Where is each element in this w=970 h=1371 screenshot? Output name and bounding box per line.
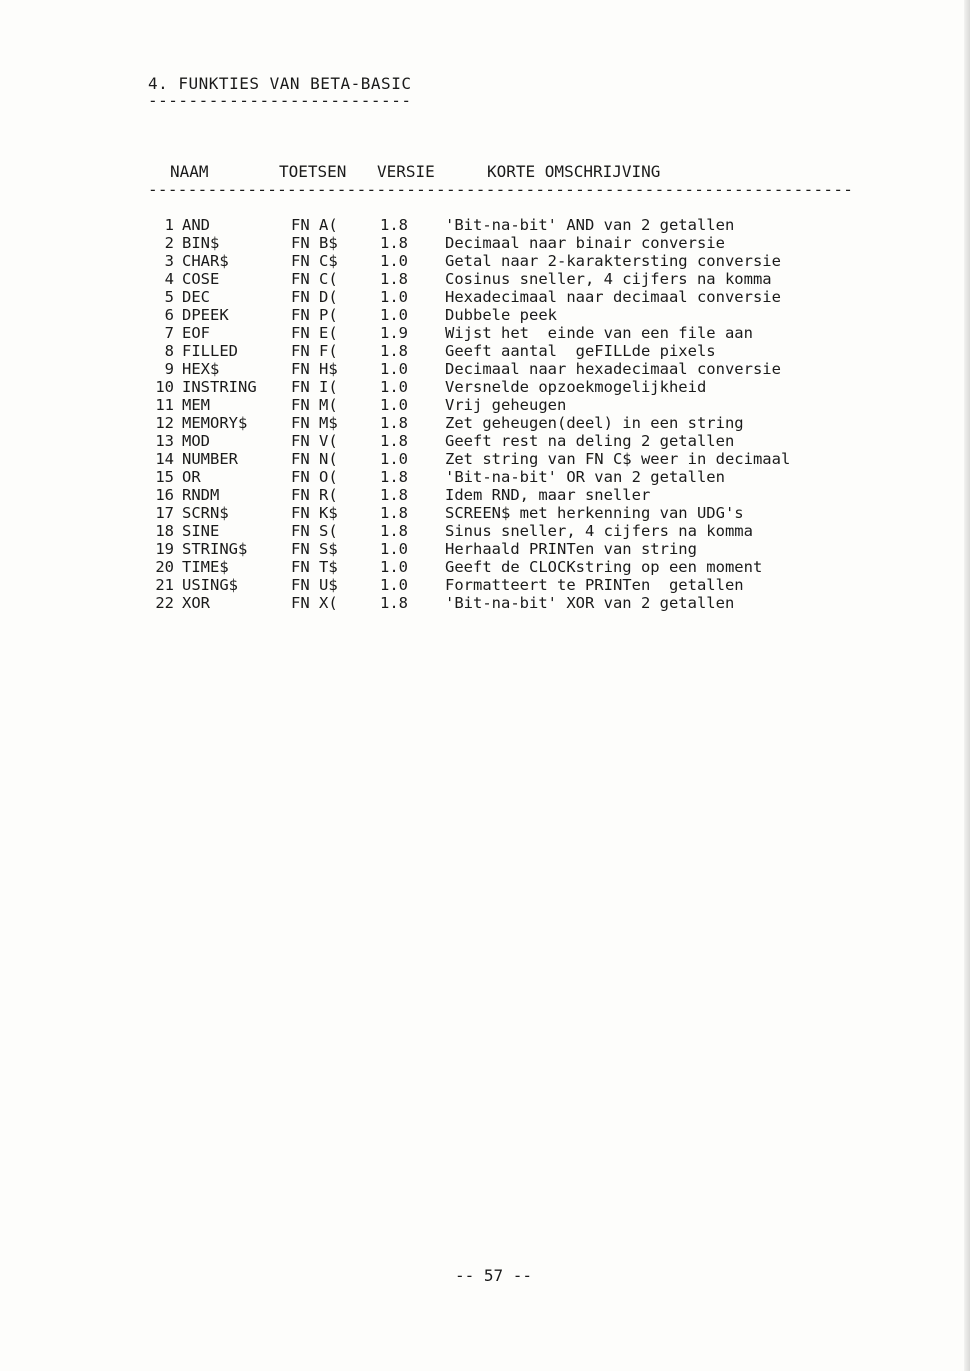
function-table-body xyxy=(0,216,970,612)
table-row xyxy=(0,288,970,306)
table-row xyxy=(0,234,970,252)
row-number: 12 xyxy=(155,414,174,432)
function-name: INSTRING xyxy=(182,378,257,396)
function-name: USING$ xyxy=(182,576,238,594)
header-toetsen: TOETSEN xyxy=(279,162,347,181)
function-name: MEM xyxy=(182,396,210,414)
table-row xyxy=(0,216,970,234)
section-title: 4. FUNKTIES VAN BETA-BASIC xyxy=(148,74,412,93)
key-combination: FN T$ xyxy=(291,558,338,576)
version: 1.8 xyxy=(380,486,408,504)
version: 1.0 xyxy=(380,360,408,378)
description: Zet string van FN C$ weer in decimaal xyxy=(445,450,791,468)
key-combination: FN R( xyxy=(291,486,338,504)
description: Geeft aantal geFILLde pixels xyxy=(445,342,716,360)
description: Getal naar 2-karaktersting conversie xyxy=(445,252,781,270)
description: Herhaald PRINTen van string xyxy=(445,540,697,558)
row-number: 6 xyxy=(164,306,174,324)
key-combination: FN K$ xyxy=(291,504,338,522)
key-combination: FN O( xyxy=(291,468,338,486)
version: 1.0 xyxy=(380,396,408,414)
section-title-underline: -------------------------- xyxy=(148,91,412,110)
row-number: 20 xyxy=(155,558,174,576)
function-name: COSE xyxy=(182,270,220,288)
table-row xyxy=(0,396,970,414)
version: 1.8 xyxy=(380,414,408,432)
version: 1.0 xyxy=(380,558,408,576)
description: Decimaal naar binair conversie xyxy=(445,234,725,252)
header-versie: VERSIE xyxy=(377,162,435,181)
version: 1.8 xyxy=(380,468,408,486)
table-row xyxy=(0,252,970,270)
description: Dubbele peek xyxy=(445,306,557,324)
description: Sinus sneller, 4 cijfers na komma xyxy=(445,522,753,540)
key-combination: FN B$ xyxy=(291,234,338,252)
version: 1.8 xyxy=(380,234,408,252)
row-number: 21 xyxy=(155,576,174,594)
version: 1.8 xyxy=(380,522,408,540)
table-row xyxy=(0,594,970,612)
version: 1.0 xyxy=(380,306,408,324)
version: 1.0 xyxy=(380,288,408,306)
version: 1.8 xyxy=(380,504,408,522)
header-rule: ----------------------------------------------------------------------- xyxy=(148,180,854,199)
version: 1.8 xyxy=(380,270,408,288)
row-number: 11 xyxy=(155,396,174,414)
key-combination: FN M( xyxy=(291,396,338,414)
function-name: CHAR$ xyxy=(182,252,229,270)
table-row xyxy=(0,414,970,432)
table-row xyxy=(0,468,970,486)
header-naam: NAAM xyxy=(170,162,209,181)
function-name: AND xyxy=(182,216,210,234)
row-number: 19 xyxy=(155,540,174,558)
function-name: HEX$ xyxy=(182,360,220,378)
function-name: TIME$ xyxy=(182,558,229,576)
table-row xyxy=(0,360,970,378)
row-number: 10 xyxy=(155,378,174,396)
description: Wijst het einde van een file aan xyxy=(445,324,753,342)
description: Decimaal naar hexadecimaal conversie xyxy=(445,360,781,378)
key-combination: FN C( xyxy=(291,270,338,288)
row-number: 9 xyxy=(164,360,174,378)
key-combination: FN F( xyxy=(291,342,338,360)
function-name: SINE xyxy=(182,522,220,540)
function-name: FILLED xyxy=(182,342,238,360)
row-number: 3 xyxy=(164,252,174,270)
function-name: RNDM xyxy=(182,486,220,504)
function-name: SCRN$ xyxy=(182,504,229,522)
version: 1.9 xyxy=(380,324,408,342)
version: 1.8 xyxy=(380,342,408,360)
key-combination: FN C$ xyxy=(291,252,338,270)
page-number: -- 57 -- xyxy=(455,1266,533,1285)
key-combination: FN X( xyxy=(291,594,338,612)
header-omschrijving: KORTE OMSCHRIJVING xyxy=(487,162,661,181)
row-number: 2 xyxy=(164,234,174,252)
description: 'Bit-na-bit' XOR van 2 getallen xyxy=(445,594,735,612)
table-row xyxy=(0,324,970,342)
key-combination: FN E( xyxy=(291,324,338,342)
description: 'Bit-na-bit' OR van 2 getallen xyxy=(445,468,725,486)
version: 1.0 xyxy=(380,252,408,270)
function-name: BIN$ xyxy=(182,234,220,252)
table-row xyxy=(0,378,970,396)
function-name: EOF xyxy=(182,324,210,342)
key-combination: FN H$ xyxy=(291,360,338,378)
key-combination: FN A( xyxy=(291,216,338,234)
row-number: 7 xyxy=(164,324,174,342)
function-name: NUMBER xyxy=(182,450,238,468)
description: Versnelde opzoekmogelijkheid xyxy=(445,378,707,396)
table-row xyxy=(0,342,970,360)
function-name: XOR xyxy=(182,594,210,612)
version: 1.0 xyxy=(380,450,408,468)
row-number: 18 xyxy=(155,522,174,540)
description: Geeft rest na deling 2 getallen xyxy=(445,432,735,450)
description: SCREEN$ met herkenning van UDG's xyxy=(445,504,744,522)
key-combination: FN D( xyxy=(291,288,338,306)
key-combination: FN P( xyxy=(291,306,338,324)
table-row xyxy=(0,270,970,288)
description: Cosinus sneller, 4 cijfers na komma xyxy=(445,270,772,288)
row-number: 17 xyxy=(155,504,174,522)
function-name: DEC xyxy=(182,288,210,306)
page-edge-shadow xyxy=(964,0,970,1371)
function-name: MEMORY$ xyxy=(182,414,248,432)
row-number: 16 xyxy=(155,486,174,504)
table-row xyxy=(0,450,970,468)
row-number: 22 xyxy=(155,594,174,612)
version: 1.0 xyxy=(380,378,408,396)
key-combination: FN M$ xyxy=(291,414,338,432)
key-combination: FN U$ xyxy=(291,576,338,594)
row-number: 8 xyxy=(164,342,174,360)
function-name: DPEEK xyxy=(182,306,229,324)
description: Zet geheugen(deel) in een string xyxy=(445,414,744,432)
table-row xyxy=(0,540,970,558)
version: 1.8 xyxy=(380,216,408,234)
description: Geeft de CLOCKstring op een moment xyxy=(445,558,763,576)
row-number: 14 xyxy=(155,450,174,468)
key-combination: FN S( xyxy=(291,522,338,540)
row-number: 4 xyxy=(164,270,174,288)
version: 1.8 xyxy=(380,594,408,612)
row-number: 1 xyxy=(164,216,174,234)
row-number: 13 xyxy=(155,432,174,450)
key-combination: FN N( xyxy=(291,450,338,468)
description: Vrij geheugen xyxy=(445,396,567,414)
key-combination: FN I( xyxy=(291,378,338,396)
table-row xyxy=(0,504,970,522)
row-number: 5 xyxy=(164,288,174,306)
table-row xyxy=(0,432,970,450)
description: Idem RND, maar sneller xyxy=(445,486,651,504)
function-name: MOD xyxy=(182,432,210,450)
table-row xyxy=(0,522,970,540)
function-name: STRING$ xyxy=(182,540,248,558)
description: Hexadecimaal naar decimaal conversie xyxy=(445,288,781,306)
key-combination: FN V( xyxy=(291,432,338,450)
version: 1.0 xyxy=(380,540,408,558)
table-row xyxy=(0,576,970,594)
version: 1.0 xyxy=(380,576,408,594)
table-row xyxy=(0,558,970,576)
row-number: 15 xyxy=(155,468,174,486)
table-row xyxy=(0,486,970,504)
description: Formatteert te PRINTen getallen xyxy=(445,576,744,594)
function-name: OR xyxy=(182,468,201,486)
key-combination: FN S$ xyxy=(291,540,338,558)
description: 'Bit-na-bit' AND van 2 getallen xyxy=(445,216,735,234)
table-row xyxy=(0,306,970,324)
version: 1.8 xyxy=(380,432,408,450)
